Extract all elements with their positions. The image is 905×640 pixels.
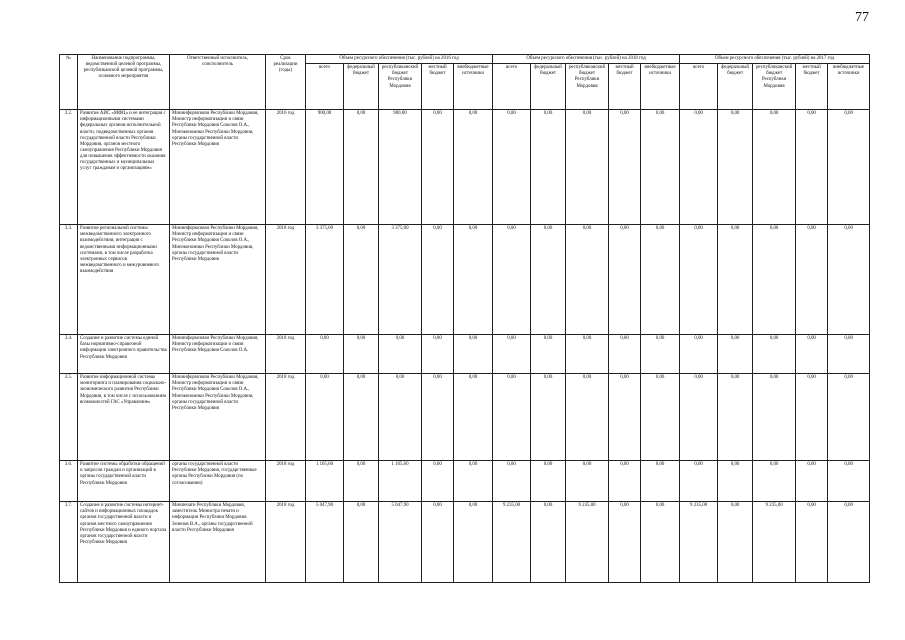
- row-name: Развитие АИС «МФЦ» и ее интеграция с информационными системами федеральных органов исполнительной власти, подведомственных органов государственной власти Республики Мордовия, органов местного самоуправления Республики Мордовия для повышения эффективности оказания государственных и муниципальных услуг гражданам и организациям»: [78, 110, 170, 225]
- row-value: 0,00: [344, 461, 379, 502]
- row-period: 2018 год: [266, 335, 306, 374]
- row-value: 0,00: [641, 502, 680, 583]
- table-row: [60, 110, 870, 225]
- row-value: 0,00: [828, 335, 870, 374]
- row-value: 0,00: [680, 461, 718, 502]
- row-value: 0,00: [422, 110, 454, 225]
- table-row: [60, 335, 870, 374]
- row-value: 0,00: [344, 335, 379, 374]
- sub-extra: внебюджетные источники: [828, 64, 870, 110]
- row-value: 0,00: [344, 225, 379, 335]
- sub-local: местный бюджет: [796, 64, 828, 110]
- row-value: 0,00: [566, 461, 609, 502]
- row-value: 0,00: [422, 374, 454, 461]
- row-value: 0,00: [531, 374, 566, 461]
- sub-federal: федеральный бюджет: [718, 64, 753, 110]
- header-group-2017: Объем ресурсного обеспечения (тыс. рублей) на 2017 год: [680, 55, 870, 64]
- row-value: 0,00: [566, 225, 609, 335]
- row-value: 0,00: [493, 461, 531, 502]
- row-value: 5 047,90: [379, 502, 422, 583]
- row-value: 0,00: [531, 110, 566, 225]
- row-value: 0,00: [609, 461, 641, 502]
- row-value: 0,00: [718, 374, 753, 461]
- row-value: 0,00: [493, 335, 531, 374]
- sub-federal: федеральный бюджет: [344, 64, 379, 110]
- row-value: 0,00: [493, 110, 531, 225]
- row-value: 0,00: [422, 502, 454, 583]
- sub-extra: внебюджетные источники: [454, 64, 493, 110]
- row-value: 900,00: [306, 110, 344, 225]
- row-value: 0,00: [796, 461, 828, 502]
- row-name: Развитие информационной системы мониторинга и планирования социально-экономического развития Республики Мордовия, в том числе с использованием возможностей ГАС «Управление»: [78, 374, 170, 461]
- header-responsible: Ответственный исполнитель, соисполнитель: [170, 55, 266, 110]
- row-value: 0,00: [718, 502, 753, 583]
- row-num: 3.4.: [60, 335, 78, 374]
- row-value: 0,00: [718, 225, 753, 335]
- row-value: 0,00: [454, 374, 493, 461]
- row-value: 0,00: [753, 225, 796, 335]
- row-value: 0,00: [796, 502, 828, 583]
- sub-local: местный бюджет: [609, 64, 641, 110]
- row-period: 2018 год: [266, 461, 306, 502]
- row-value: 3 375,00: [379, 225, 422, 335]
- header-group-2016: Объем ресурсного обеспечения (тыс. рублей) на 2016 год: [306, 55, 493, 64]
- sub-total: всего: [493, 64, 531, 110]
- header-group-2018: Объем ресурсного обеспечения (тыс. рублей) на 2018 год: [493, 55, 680, 64]
- row-value: 0,00: [531, 502, 566, 583]
- row-num: 3.2.: [60, 110, 78, 225]
- row-num: 3.6.: [60, 461, 78, 502]
- row-value: 0,00: [680, 335, 718, 374]
- row-value: 5 047,90: [306, 502, 344, 583]
- row-value: 0,00: [796, 374, 828, 461]
- row-value: 0,00: [422, 225, 454, 335]
- row-value: 0,00: [796, 110, 828, 225]
- sub-extra: внебюджетные источники: [641, 64, 680, 110]
- row-value: 0,00: [796, 335, 828, 374]
- row-value: 0,00: [379, 335, 422, 374]
- row-value: 0,00: [379, 374, 422, 461]
- row-value: 0,00: [454, 110, 493, 225]
- row-num: 3.5.: [60, 374, 78, 461]
- row-value: 9 235,00: [753, 502, 796, 583]
- row-value: 0,00: [566, 374, 609, 461]
- row-responsible: Мининформсвязи Республики Мордовия, Министр информатизации и связи Республики Мордовия Соколов О.А., Минэкономики Республики Мордовия, органы государственной власти Республики Мордовия: [170, 110, 266, 225]
- row-num: 3.7.: [60, 502, 78, 583]
- row-value: 0,00: [753, 335, 796, 374]
- table-row: [60, 502, 870, 583]
- row-value: 0,00: [422, 461, 454, 502]
- row-value: 0,00: [454, 335, 493, 374]
- header-period: Срок реализации (годы): [266, 55, 306, 110]
- row-value: 0,00: [609, 110, 641, 225]
- row-name: Создание и развитие системы интернет-сайтов и информационных площадок органов государственной власти и органов местного самоуправления Республики Мордовия и единого портала органов государственной власти Республики Мордовия: [78, 502, 170, 583]
- row-value: 0,00: [609, 335, 641, 374]
- row-value: 1 105,60: [379, 461, 422, 502]
- row-value: 0,00: [344, 110, 379, 225]
- row-value: 0,00: [306, 374, 344, 461]
- row-value: 0,00: [641, 461, 680, 502]
- row-value: 1 105,60: [306, 461, 344, 502]
- resource-table: [59, 54, 870, 583]
- row-value: 0,00: [718, 110, 753, 225]
- sub-local: местный бюджет: [422, 64, 454, 110]
- row-period: 2016 год: [266, 110, 306, 225]
- header-num: №: [60, 55, 78, 110]
- row-value: 0,00: [753, 374, 796, 461]
- row-value: 0,00: [641, 335, 680, 374]
- sub-total: всего: [306, 64, 344, 110]
- row-value: 0,00: [531, 335, 566, 374]
- row-value: 0,00: [566, 335, 609, 374]
- row-value: 0,00: [828, 502, 870, 583]
- row-value: 0,00: [828, 374, 870, 461]
- row-value: 0,00: [828, 110, 870, 225]
- row-responsible: Мининформсвязи Республики Мордовия, Министр информатизации и связи Республики Мордовия Соколов О.А., Минэкономики Республики Мордовия, органы государственной власти Республики Мордовия: [170, 374, 266, 461]
- row-value: 0,00: [753, 110, 796, 225]
- header-row-1: [60, 55, 870, 64]
- row-value: 0,00: [641, 110, 680, 225]
- row-value: 0,00: [828, 225, 870, 335]
- header-name: Наименование подпрограммы, ведомственной целевой программы, республиканской целевой программы, основного мероприятия: [78, 55, 170, 110]
- table-row: [60, 461, 870, 502]
- row-value: 0,00: [454, 502, 493, 583]
- table-row: [60, 225, 870, 335]
- row-responsible: Мининформсвязи Республики Мордовия, Министр информатизации и связи Республики Мордовия Соколов О.А.: [170, 335, 266, 374]
- row-value: 0,00: [641, 225, 680, 335]
- row-name: Развитие региональной системы межведомственного электронного взаимодействия, интеграция с ведомственными информационными системами, в том числе разработка электронных сервисов межведомственного и межуровневого взаимодействия: [78, 225, 170, 335]
- row-value: 0,00: [454, 225, 493, 335]
- row-value: 0,00: [344, 374, 379, 461]
- row-responsible: Минпечати Республики Мордовия, заместитель Министра печати и информации Республики Мордовия Зеленов В.А., органы государственной власти Республики Мордовия: [170, 502, 266, 583]
- row-value: 0,00: [609, 225, 641, 335]
- table-body: [60, 110, 870, 583]
- row-responsible: Мининформсвязи Республики Мордовия, Министр информатизации и связи Республики Мордовия Соколов О.А., Минэкономики Республики Мордовия, органы государственной власти Республики Мордовия: [170, 225, 266, 335]
- row-value: 9 235,00: [493, 502, 531, 583]
- row-value: 0,00: [493, 225, 531, 335]
- row-responsible: органы государственной власти Республики Мордовия, государственные органы Республики Мордовия (по согласованию): [170, 461, 266, 502]
- row-value: 0,00: [609, 502, 641, 583]
- row-value: 0,00: [718, 461, 753, 502]
- row-value: 0,00: [422, 335, 454, 374]
- row-value: 0,00: [566, 110, 609, 225]
- page-number: 77: [855, 10, 869, 25]
- row-value: 0,00: [641, 374, 680, 461]
- row-value: 0,00: [718, 335, 753, 374]
- row-value: 0,00: [753, 461, 796, 502]
- row-value: 0,00: [680, 374, 718, 461]
- row-name: Создание и развитие системы единой базы нормативно-справочной информации электронного правительства Республики Мордовия: [78, 335, 170, 374]
- sub-total: всего: [680, 64, 718, 110]
- row-value: 0,00: [796, 225, 828, 335]
- sub-federal: федеральный бюджет: [531, 64, 566, 110]
- sub-republic: республиканский бюджет Республики Мордовия: [753, 64, 796, 110]
- row-value: 0,00: [344, 502, 379, 583]
- sub-republic: республиканский бюджет Республики Мордовия: [379, 64, 422, 110]
- row-value: 0,00: [680, 110, 718, 225]
- row-num: 3.3.: [60, 225, 78, 335]
- row-value: 0,00: [680, 225, 718, 335]
- row-value: 0,00: [454, 461, 493, 502]
- row-value: 0,00: [531, 461, 566, 502]
- row-value: 0,00: [609, 374, 641, 461]
- row-value: 0,00: [306, 335, 344, 374]
- row-value: 0,00: [493, 374, 531, 461]
- table-row: [60, 374, 870, 461]
- row-value: 0,00: [828, 461, 870, 502]
- row-period: 2018 год: [266, 225, 306, 335]
- sub-republic: республиканский бюджет Республики Мордовия: [566, 64, 609, 110]
- row-value: 900,00: [379, 110, 422, 225]
- row-value: 0,00: [531, 225, 566, 335]
- row-value: 9 235,00: [566, 502, 609, 583]
- row-period: 2018 год: [266, 502, 306, 583]
- row-period: 2018 год: [266, 374, 306, 461]
- row-value: 9 235,00: [680, 502, 718, 583]
- row-value: 3 375,00: [306, 225, 344, 335]
- row-name: Развитие системы обработки обращений и запросов граждан и организаций в органы государственной власти Республики Мордовия: [78, 461, 170, 502]
